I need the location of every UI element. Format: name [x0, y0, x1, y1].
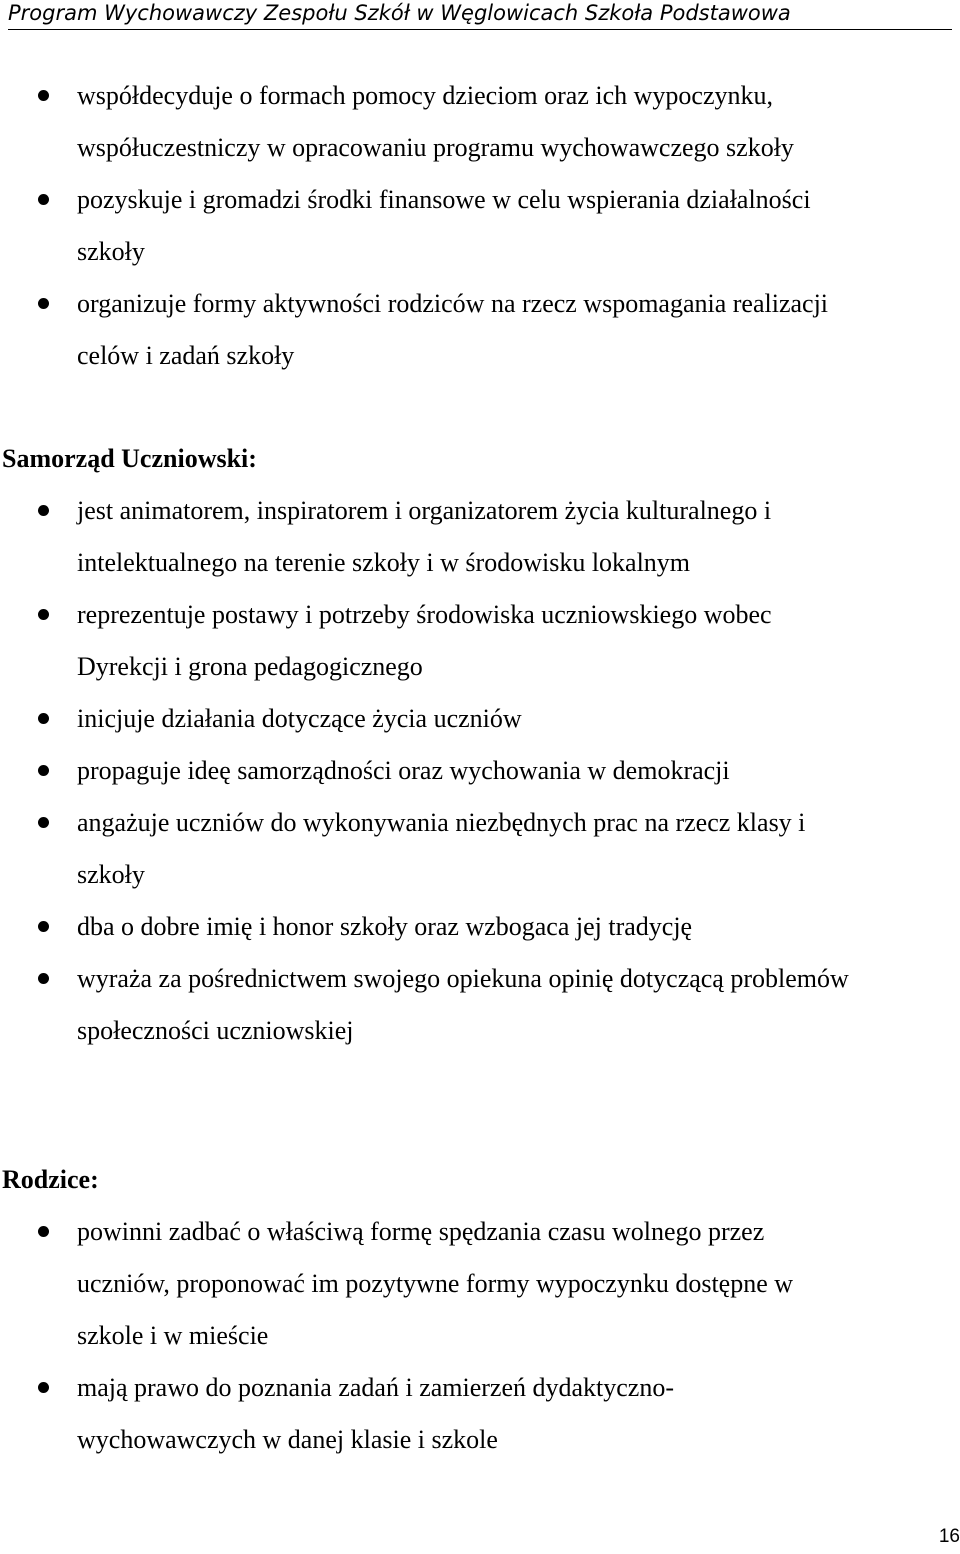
- list-item: [0, 485, 960, 589]
- list-item: [0, 693, 960, 745]
- list-item-line: intelektualnego na terenie szkoły i w środowisku lokalnym: [77, 548, 691, 577]
- list-item: [0, 1206, 960, 1362]
- list-item-line: wychowawczych w danej klasie i szkole: [77, 1425, 498, 1454]
- bullet-icon: [38, 298, 49, 309]
- list-item: [0, 70, 960, 174]
- bullet-icon: [38, 765, 49, 776]
- list-item: [0, 1362, 960, 1466]
- section-student-council-list: [0, 485, 960, 1057]
- section-heading-student-council: Samorząd Uczniowski:: [2, 444, 257, 473]
- section-heading-parents: Rodzice:: [2, 1165, 99, 1194]
- list-item-line: dba o dobre imię i honor szkoły oraz wzbogaca jej tradycję: [77, 912, 693, 941]
- list-item-line: propaguje ideę samorządności oraz wychowania w demokracji: [77, 756, 730, 785]
- list-item: [0, 174, 960, 278]
- bullet-icon: [38, 817, 49, 828]
- list-item: [0, 953, 960, 1057]
- page-content: [0, 70, 960, 1466]
- list-item: [0, 901, 960, 953]
- section-parents-list: [0, 1206, 960, 1466]
- list-item-line: społeczności uczniowskiej: [77, 1016, 354, 1045]
- list-item: [0, 589, 960, 693]
- bullet-icon: [38, 713, 49, 724]
- list-item: [0, 745, 960, 797]
- bullet-icon: [38, 973, 49, 984]
- page-header: Program Wychowawczy Zespołu Szkół w Węglowicach Szkoła Podstawowa: [8, 0, 952, 30]
- list-item-line: mają prawo do poznania zadań i zamierzeń dydaktyczno-: [77, 1373, 674, 1402]
- bullet-icon: [38, 1382, 49, 1393]
- list-item: [0, 797, 960, 901]
- list-item-line: współdecyduje o formach pomocy dzieciom oraz ich wypoczynku,: [77, 81, 773, 110]
- list-item-line: reprezentuje postawy i potrzeby środowiska uczniowskiego wobec: [77, 600, 772, 629]
- list-item-line: celów i zadań szkoły: [77, 341, 295, 370]
- list-item-line: jest animatorem, inspiratorem i organizatorem życia kulturalnego i: [77, 496, 772, 525]
- list-item-line: szkoły: [77, 237, 145, 266]
- list-item-line: szkoły: [77, 860, 145, 889]
- list-item-line: Dyrekcji i grona pedagogicznego: [77, 652, 423, 681]
- list-item-line: organizuje formy aktywności rodziców na rzecz wspomagania realizacji: [77, 289, 829, 318]
- section-parents-council-list: [0, 70, 960, 382]
- list-item-line: angażuje uczniów do wykonywania niezbędnych prac na rzecz klasy i: [77, 808, 806, 837]
- bullet-icon: [38, 921, 49, 932]
- list-item-line: inicjuje działania dotyczące życia uczniów: [77, 704, 522, 733]
- bullet-icon: [38, 609, 49, 620]
- list-item-line: uczniów, proponować im pozytywne formy wypoczynku dostępne w: [77, 1269, 794, 1298]
- list-item-line: pozyskuje i gromadzi środki finansowe w celu wspierania działalności: [77, 185, 811, 214]
- list-item-line: współuczestniczy w opracowaniu programu wychowawczego szkoły: [77, 133, 794, 162]
- bullet-icon: [38, 90, 49, 101]
- bullet-icon: [38, 194, 49, 205]
- list-item: [0, 278, 960, 382]
- bullet-icon: [38, 1226, 49, 1237]
- page-number: 16: [938, 1526, 960, 1547]
- list-item-line: wyraża za pośrednictwem swojego opiekuna opinię dotyczącą problemów: [77, 964, 849, 993]
- list-item-line: szkole i w mieście: [77, 1321, 269, 1350]
- list-item-line: powinni zadbać o właściwą formę spędzania czasu wolnego przez: [77, 1217, 765, 1246]
- bullet-icon: [38, 505, 49, 516]
